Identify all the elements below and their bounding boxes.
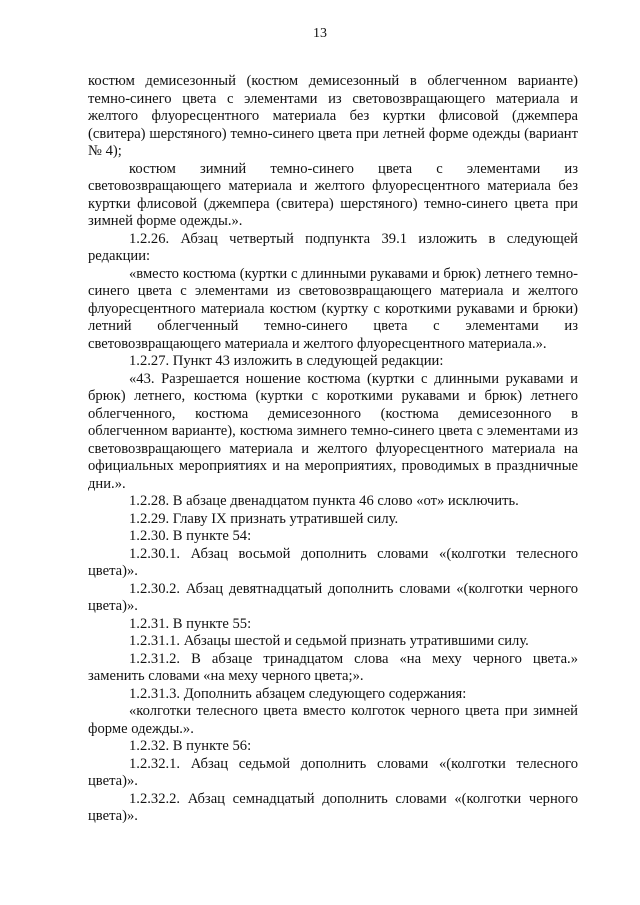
paragraph: 1.2.26. Абзац четвертый подпункта 39.1 изложить в следующей редакции: [88,230,578,264]
paragraph: 1.2.30.2. Абзац девятнадцатый дополнить словами «(колготки черного цвета)». [88,580,578,614]
paragraph: 1.2.30.1. Абзац восьмой дополнить словами «(колготки телесного цвета)». [88,545,578,579]
paragraph: костюм зимний темно-синего цвета с элементами из световозвращающего материала и желтого флуоресцентного материала без куртки флисовой (джемпера (свитера) шерстяного) темно-синего цвета при зимней форме одежды.». [88,160,578,229]
paragraph: 1.2.31.2. В абзаце тринадцатом слова «на меху черного цвета.» заменить словами «на меху черного цвета;». [88,650,578,684]
paragraph: 1.2.29. Главу IX признать утратившей силу. [129,510,399,527]
paragraph: 1.2.32.2. Абзац семнадцатый дополнить словами «(колготки черного цвета)». [88,790,578,824]
paragraph: 1.2.27. Пункт 43 изложить в следующей редакции: [129,353,444,369]
paragraph: «колготки телесного цвета вместо колготок черного цвета при зимней форме одежды.». [88,703,578,737]
paragraph: 1.2.32. В пункте 56: [129,738,252,754]
paragraph: костюм демисезонный (костюм демисезонный в облегченном варианте) темно-синего цвета с элементами из световозвращающего материала и желтого флуоресцентного материала без куртки флисовой (джемпера (свитера) шерстяного) темно-синего цвета при летней форме одежды (вариант № 4); [88,73,578,159]
document-body [88,73,578,826]
paragraph: 1.2.32.1. Абзац седьмой дополнить словами «(колготки телесного цвета)». [88,755,578,789]
paragraph: 1.2.30. В пункте 54: [129,528,252,544]
paragraph: 1.2.31.1. Абзацы шестой и седьмой признать утратившими силу. [129,633,529,649]
paragraph: 1.2.31.3. Дополнить абзацем следующего содержания: [129,685,467,702]
paragraph: «вместо костюма (куртки с длинными рукавами и брюк) летнего темно-синего цвета с элементами из световозвращающего материала и желтого флуоресцентного материала костюм (куртку с короткими рукавами и брюки) летний облегченный темно-синего цвета с элементами из световозвращающего материала и желтого флуоресцентного материала.». [88,265,578,352]
paragraph: 1.2.28. В абзаце двенадцатом пункта 46 слово «от» исключить. [129,493,519,509]
paragraph: 1.2.31. В пункте 55: [129,615,252,632]
paragraph: «43. Разрешается ношение костюма (куртки с длинными рукавами и брюк) летнего, костюма (куртки с короткими рукавами и брюк) летнего облегченного, костюма демисезонного (костюма демисезонного в облегченном варианте), костюма зимнего темно-синего цвета с элементами из световозвращающего материала и желтого флуоресцентного материала на официальных мероприятиях и на мероприятиях, проводимых в праздничные дни.». [88,370,578,492]
page-number: 13 [313,26,327,41]
